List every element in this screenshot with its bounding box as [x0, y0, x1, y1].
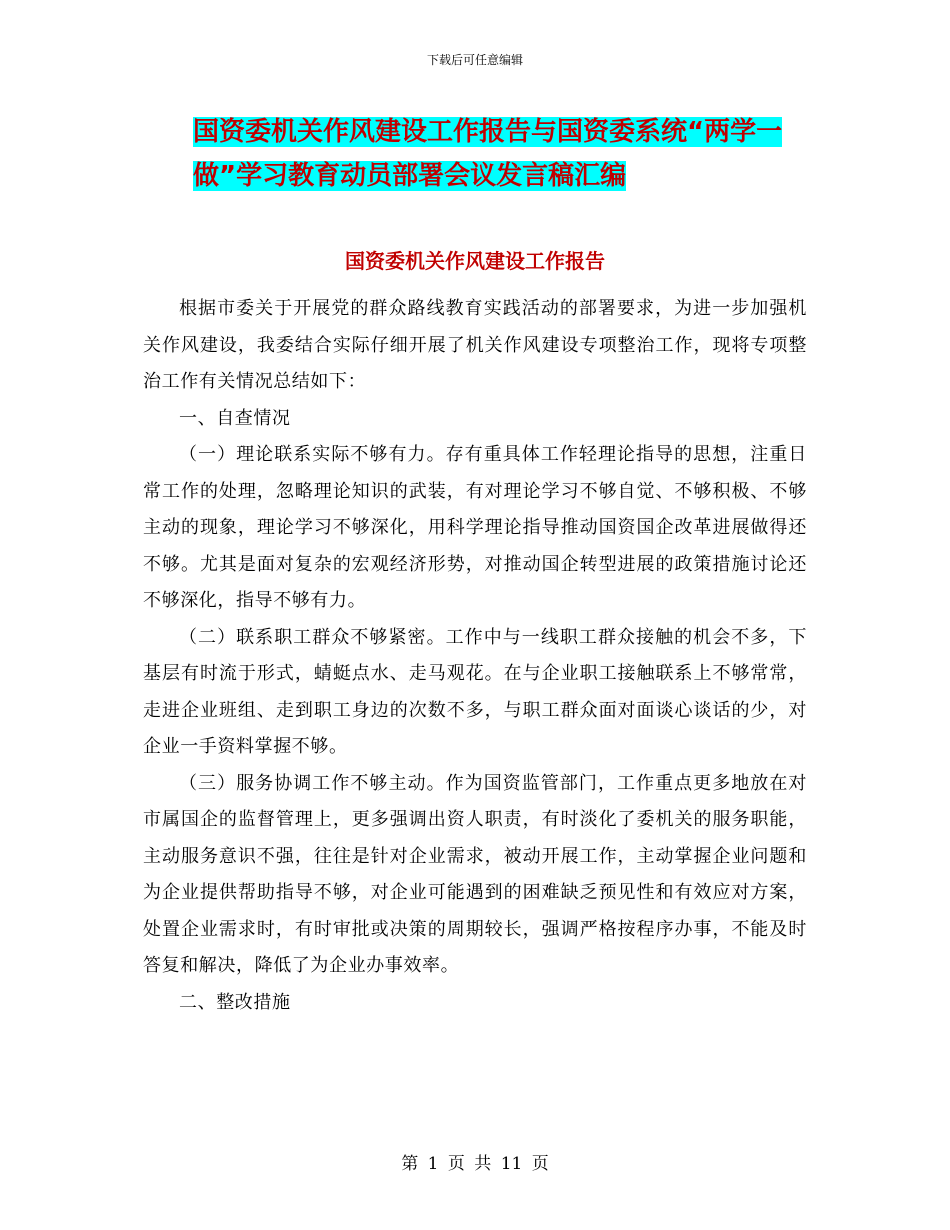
section-title: 国资委机关作风建设工作报告 — [345, 249, 605, 273]
document-title-text: 国资委机关作风建设工作报告与国资委系统“两学一做”学习教育动员部署会议发言稿汇编 — [193, 117, 783, 191]
paragraph-item-3: （三）服务协调工作不够主动。作为国资监管部门，工作重点更多地放在对市属国企的监督管理上，更多强调出资人职责，有时淡化了委机关的服务职能，主动服务意识不强，往往是针对企业需求，被动开展工作，主动掌握企业问题和为企业提供帮助指导不够，对企业可能遇到的困难缺乏预见性和有效应对方案，处置企业需求时，有时审批或决策的周期较长，强调严格按程序办事，不能及时答复和解决，降低了为企业办事效率。 — [143, 772, 807, 976]
document-title — [193, 110, 813, 198]
page-number-footer: 第 1 页 共 11 页 — [401, 1154, 549, 1174]
paragraph-item-2: （二）联系职工群众不够紧密。工作中与一线职工群众接触的机会不多，下基层有时流于形式，蜻蜓点水、走马观花。在与企业职工接触联系上不够常常，走进企业班组、走到职工身边的次数不多，与职工群众面对面谈心谈话的少，对企业一手资料掌握不够。 — [143, 626, 807, 757]
heading-self-check: 一、自查情况 — [179, 407, 291, 429]
header-note: 下载后可任意编辑 — [426, 53, 523, 67]
paragraph-intro: 根据市委关于开展党的群众路线教育实践活动的部署要求，为进一步加强机关作风建设，我委结合实际仔细开展了机关作风建设专项整治工作，现将专项整治工作有关情况总结如下： — [143, 298, 807, 392]
body-text — [143, 291, 807, 1021]
heading-rectification: 二、整改措施 — [179, 991, 291, 1013]
paragraph-item-1: （一）理论联系实际不够有力。存有重具体工作轻理论指导的思想，注重日常工作的处理，忽略理论知识的武装，有对理论学习不够自觉、不够积极、不够主动的现象，理论学习不够深化，用科学理论指导推动国资国企改革进展做得还不够。尤其是面对复杂的宏观经济形势，对推动国企转型进展的政策措施讨论还不够深化，指导不够有力。 — [143, 444, 807, 611]
